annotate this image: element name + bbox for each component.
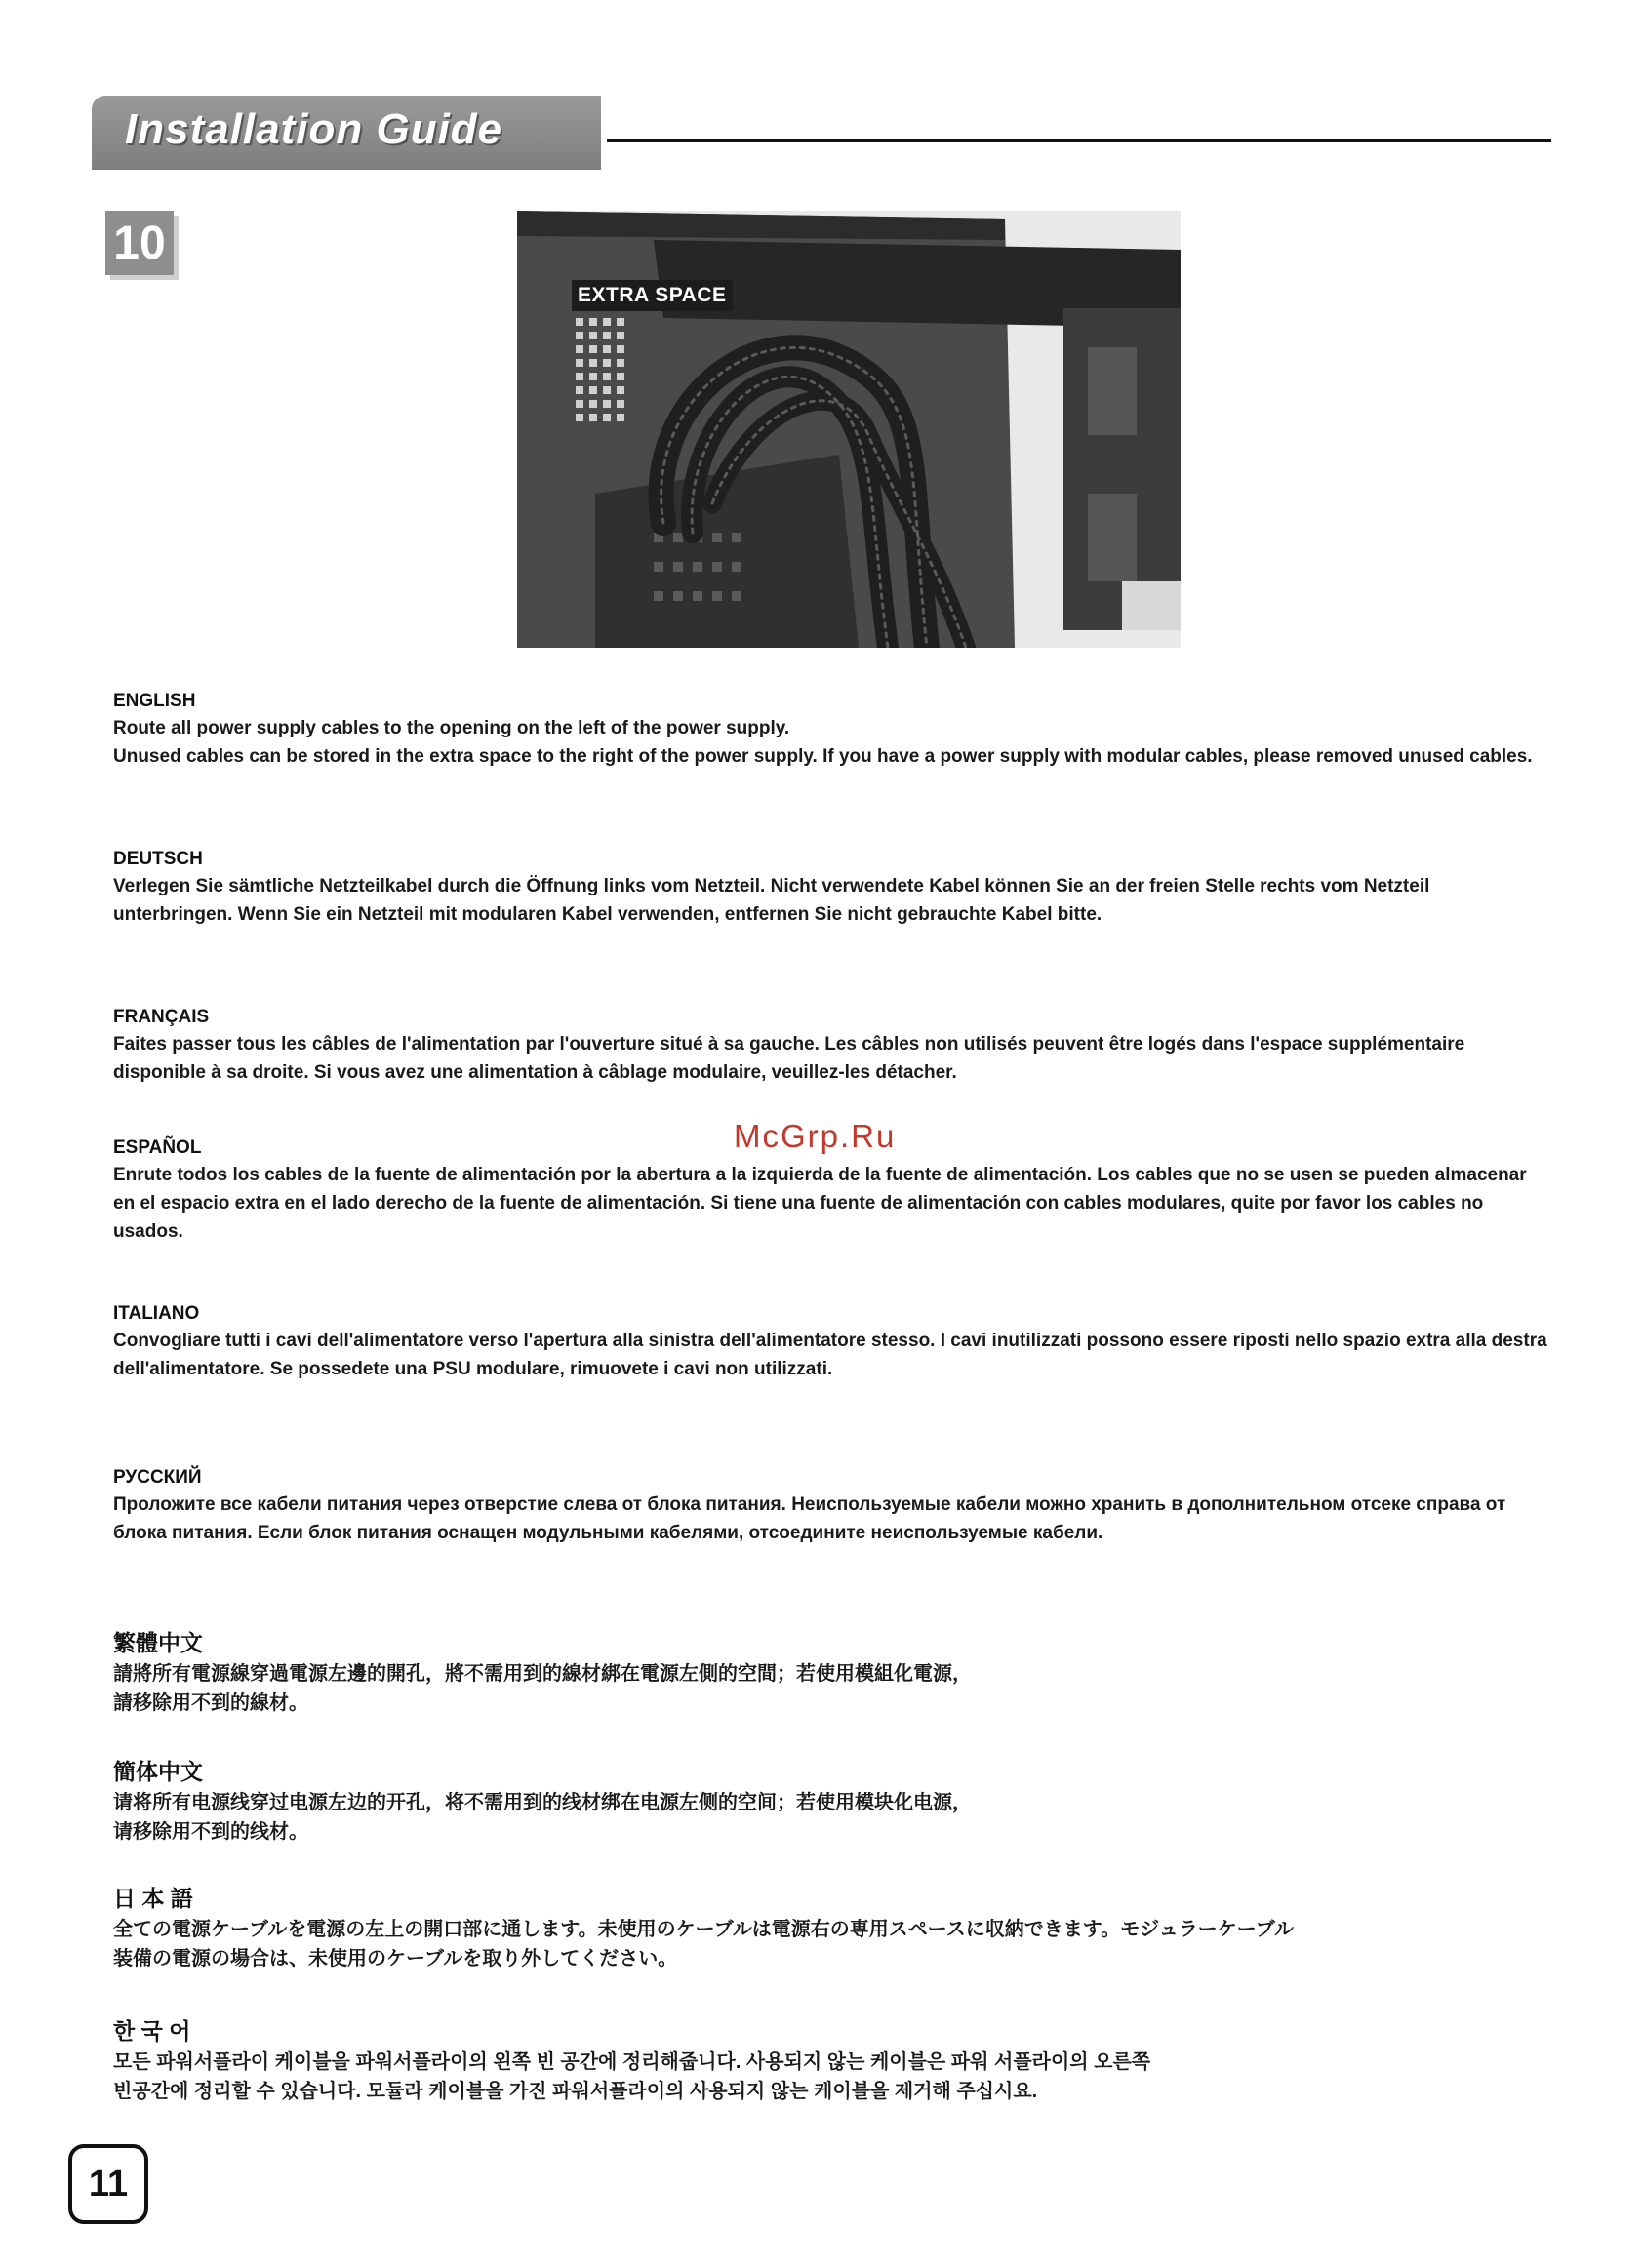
section-russian bbox=[113, 1467, 1553, 1547]
extra-space-label: EXTRA SPACE bbox=[572, 280, 733, 311]
header-divider bbox=[607, 139, 1551, 142]
case-interior-photo bbox=[517, 211, 1181, 648]
body-espanol: Enrute todos los cables de la fuente de alimentación por la abertura a la izquierda de la fuente de alimentación. Los cables que no se usen se pueden almacenar en el espacio extra en el lado derecho de la fuente de alimentación. Si tiene una fuente de alimentación con cables modulares, quite por favor los cables no usados. bbox=[113, 1165, 1527, 1242]
body-english-line-2: Unused cables can be stored in the extra space to the right of the power supply. If you have a power supply with modular cables, please removed unused cables. bbox=[113, 746, 1533, 767]
body-simp-chinese-line-2: 请移除用不到的线材。 bbox=[113, 1821, 308, 1843]
body-russian: Проложите все кабели питания через отверстие слева от блока питания. Неиспользуемые кабели можно хранить в дополнительном отсеке справа от блока питания. Если блок питания оснащен модульными кабелями, отсоедините неиспользуемые кабели. bbox=[113, 1494, 1506, 1543]
section-italiano bbox=[113, 1303, 1553, 1383]
heading-deutsch: DEUTSCH bbox=[113, 849, 203, 869]
section-english bbox=[113, 691, 1553, 771]
section-deutsch bbox=[113, 849, 1553, 929]
body-trad-chinese-line-1: 請將所有電源線穿過電源左邊的開孔，將不需用到的線材綁在電源左側的空間；若使用模組化電源， bbox=[113, 1663, 972, 1685]
watermark: McGrp.Ru bbox=[734, 1118, 897, 1154]
case-illustration bbox=[517, 211, 1181, 648]
heading-espanol: ESPAÑOL bbox=[113, 1137, 202, 1158]
page-title: Installation Guide bbox=[125, 105, 503, 153]
heading-simp-chinese: 簡体中文 bbox=[113, 1759, 203, 1784]
heading-english: ENGLISH bbox=[113, 691, 196, 711]
section-japanese bbox=[113, 1881, 1553, 1973]
heading-francais: FRANÇAIS bbox=[113, 1007, 210, 1027]
body-simp-chinese-line-1: 请将所有电源线穿过电源左边的开孔，将不需用到的线材绑在电源左侧的空间；若使用模块化电源， bbox=[113, 1792, 972, 1813]
body-japanese-line-1: 全ての電源ケーブルを電源の左上の開口部に通します。未使用のケーブルは電源右の専用スペースに収納できます。モジュラーケーブル bbox=[113, 1919, 1294, 1940]
body-korean-line-2: 빈공간에 정리할 수 있습니다. 모듈라 케이블을 가진 파워서플라이의 사용되지 않는 케이블을 제거해 주십시요. bbox=[113, 2081, 1038, 2102]
body-japanese-line-2: 装備の電源の場合は、未使用のケーブルを取り外してください。 bbox=[113, 1948, 678, 1970]
heading-japanese: 日 本 語 bbox=[113, 1886, 193, 1911]
heading-trad-chinese: 繁體中文 bbox=[113, 1630, 203, 1655]
page-number: 11 bbox=[68, 2144, 148, 2224]
section-korean bbox=[113, 2013, 1553, 2106]
body-deutsch: Verlegen Sie sämtliche Netzteilkabel durch die Öffnung links vom Netzteil. Nicht verwendete Kabel können Sie an der freien Stelle rechts vom Netzteil unterbringen. Wenn Sie ein Netzteil mit modularen Kabel verwenden, entfernen Sie nicht gebrauchte Kabel bitte. bbox=[113, 876, 1430, 925]
body-english-line-1: Route all power supply cables to the opening on the left of the power supply. bbox=[113, 718, 790, 738]
body-korean-line-1: 모든 파워서플라이 케이블을 파워서플라이의 왼쪽 빈 공간에 정리해줍니다. 사용되지 않는 케이블은 파워 서플라이의 오른쪽 bbox=[113, 2051, 1151, 2073]
heading-italiano: ITALIANO bbox=[113, 1303, 200, 1324]
section-francais bbox=[113, 1007, 1553, 1087]
section-simp-chinese bbox=[113, 1754, 1553, 1847]
body-trad-chinese-line-2: 請移除用不到的線材。 bbox=[113, 1692, 308, 1714]
heading-korean: 한 국 어 bbox=[113, 2018, 191, 2044]
heading-russian: РУССКИЙ bbox=[113, 1467, 202, 1488]
body-francais: Faites passer tous les câbles de l'alimentation par l'ouverture situé à sa gauche. Les câbles non utilisés peuvent être logés dans l'espace supplémentaire disponible à sa droite. Si vous avez une alimentation à câblage modulaire, veuillez-les détacher. bbox=[113, 1034, 1465, 1083]
step-number-badge: 10 bbox=[105, 211, 174, 275]
body-italiano: Convogliare tutti i cavi dell'alimentatore verso l'apertura alla sinistra dell'alimentatore stesso. I cavi inutilizzati possono essere riposti nello spazio extra alla destra dell'alimentatore. Se possedete una PSU modulare, rimuovete i cavi non utilizzati. bbox=[113, 1331, 1547, 1379]
section-trad-chinese bbox=[113, 1625, 1553, 1718]
